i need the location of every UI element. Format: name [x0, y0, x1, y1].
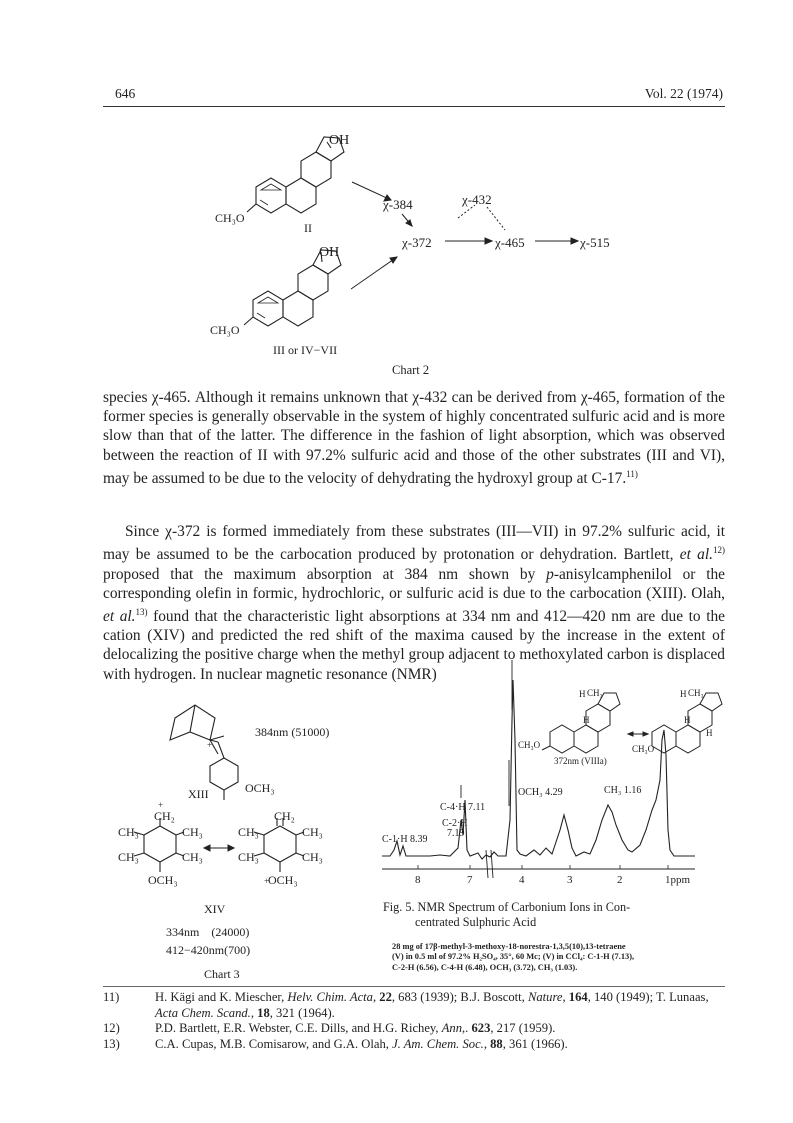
species-465: χ-465: [495, 235, 525, 250]
xiv-right-ch3-c: CH₃: [238, 850, 259, 864]
xiii-och3: OCH₃: [245, 781, 275, 795]
inset-right-ch3: CH₃: [688, 688, 704, 698]
compound-III-label: III or IV−VII: [273, 343, 338, 357]
inset-left-h2: H: [583, 715, 590, 725]
xiv-right-ch2: CH₂: [274, 809, 295, 823]
inset-right-h2: H: [684, 715, 691, 725]
nmr-trace: [382, 680, 695, 859]
inset-right-h: H: [680, 689, 687, 699]
species-384: χ-384: [383, 197, 413, 212]
xiv-absorption-2: 412−420nm(700): [166, 943, 251, 957]
para2-ref-13: 13): [135, 606, 148, 617]
species-372: χ-372: [402, 235, 432, 250]
chart-3-scheme: [100, 680, 380, 980]
para2-etal-2: et al.: [103, 608, 136, 626]
tick-8: 8: [415, 874, 421, 886]
peak-c1h: C-1·H 8.39: [382, 834, 428, 845]
footnote-12: 12) P.D. Bartlett, E.R. Webster, C.E. Dills, and H.G. Richey, Ann,. 623, 217 (1959).: [103, 1021, 556, 1036]
inset-right-h3: H: [706, 728, 713, 738]
species-432: χ-432: [462, 192, 492, 207]
para1-text: species χ-465. Although it remains unknown that χ-432 can be derived from χ-465, formation of the former species is generally observable in the system of highly concentrated sulfuric acid and is more slow than that of the latter. The difference in the fashion of light absorption, which was observed between the reaction of II with 97.2% sulfuric acid and those of the other substrates (III and VI), may be assumed to be due to the velocity of dehydrating the hydroxyl group at C-17.: [103, 389, 725, 487]
compound-II-ch3o: CH₃O: [215, 211, 245, 225]
para2-text-c: -anisylcamphenilol or the corresponding olefin in formic, hydrochloric, or sulfuric acid is due to the carbocation (XIII). Olah,: [103, 565, 726, 602]
peak-c2h-a: C-2·H: [442, 818, 468, 829]
nmr-inset-structure-left: [542, 693, 620, 753]
journal-volume: Vol. 22 (1974): [644, 86, 723, 101]
page-number: 646: [115, 86, 136, 101]
xiv-left-ch3-c: CH₃: [118, 850, 139, 864]
xiv-left-ch3-a: CH₃: [118, 825, 139, 839]
inset-label: 372nm (VIIIa): [554, 756, 607, 766]
xiv-absorption-1: 334nm (24000): [166, 925, 250, 939]
para2-p: p: [546, 565, 554, 583]
xiv-right-structure: [254, 818, 304, 872]
para2-etal-1: et al.: [679, 546, 713, 564]
footnote-13: 13) C.A. Cupas, M.B. Comisarow, and G.A. Olah, J. Am. Chem. Soc., 88, 361 (1966).: [103, 1036, 568, 1051]
para2-ref-12: 12): [713, 545, 725, 556]
fig5-detail: [392, 942, 722, 973]
para2-text-d: found that the characteristic light absorptions at 334 nm and 412—420 nm are due to the cation (XIV) and predicted the red shift of the maxima caused by the increase in the extent of delocalizing the positive charge when the methyl group adjacent to methoxylated carbon is displaced with hydrogen. In nuclear magnetic resonance (NMR): [103, 608, 725, 683]
xiii-label: XIII: [188, 787, 209, 801]
nmr-spectrum: [370, 660, 735, 895]
fig5-detail-line1: 28 mg of 17β-methyl-3-methoxy-18-norestra-1,3,5(10),13-tetraene: [392, 942, 626, 951]
xiv-left-ch3-b: CH₃: [182, 825, 203, 839]
peak-c4h: C-4·H 7.11: [440, 802, 486, 813]
chart-3-caption: Chart 3: [204, 967, 240, 980]
xiii-plus: +: [207, 740, 213, 750]
compound-III-ch3o: CH₃O: [210, 323, 240, 337]
xiv-left-ch2: CH₂: [154, 809, 175, 823]
inset-right-ch3o: CH₃O: [632, 744, 655, 754]
tick-7: 7: [467, 874, 473, 886]
xiv-right-ch3-b: CH₃: [302, 825, 323, 839]
tick-1ppm: 1ppm: [665, 874, 691, 886]
peak-c2h-b: 7.19: [447, 828, 465, 839]
footnotes: [103, 990, 725, 1052]
compound-II-structure: [247, 137, 344, 213]
body-paragraph-1: [103, 388, 725, 488]
fig5-caption-line2: centrated Sulphuric Acid: [415, 915, 537, 929]
fig5-detail-line2: (V) in 0.5 ml of 97.2% H₂SO₄, 35°, 60 Mc; (V) in CCl₄: C-1-H (7.13),: [392, 952, 635, 962]
xiii-structure: [170, 705, 238, 800]
compound-II-oh: OH: [329, 133, 350, 148]
xiv-right-ch3-d: CH₃: [302, 850, 323, 864]
xiv-right-ch3-a: CH₃: [238, 825, 259, 839]
para2-text-a: Since χ-372 is formed immediately from these substrates (III—VII) in 97.2% sulfuric acid, it may be assumed to be the carbocation produced by protonation or dehydration. Bartlett,: [103, 523, 725, 564]
xiii-absorption: 384nm (51000): [255, 725, 330, 739]
fig5-detail-line3: C-2-H (6.56), C-4-H (6.48), OCH₃ (3.72), CH₃ (1.03).: [392, 962, 578, 972]
tick-2: 2: [617, 874, 623, 886]
peak-och3: OCH₃ 4.29: [518, 787, 563, 798]
compound-III-structure: [244, 250, 341, 326]
compound-III-oh: OH: [319, 245, 340, 260]
xiv-label: XIV: [204, 902, 226, 916]
tick-4: 4: [519, 874, 525, 886]
footnote-11: 11) H. Kägi and K. Miescher, Helv. Chim. Acta, 22, 683 (1939); B.J. Boscott, Nature, 164, 140 (1949); T. Lunaas, Acta Chem. Scand., 18, 321 (1964).: [103, 990, 709, 1020]
svg-text:+: +: [158, 800, 164, 810]
chart-2-scheme: [0, 120, 793, 380]
svg-text:+: +: [264, 876, 270, 886]
species-515: χ-515: [580, 235, 610, 250]
compound-II-label: II: [304, 221, 312, 235]
inset-left-h: H: [579, 689, 586, 699]
footnote-rule: [103, 986, 725, 987]
xiv-left-structure: [134, 818, 184, 872]
xiv-left-ch3-d: CH₃: [182, 850, 203, 864]
inset-left-ch3: CH₃: [587, 688, 603, 698]
xiv-left-och3: OCH₃: [148, 873, 178, 887]
fig5-caption: [383, 900, 728, 930]
tick-3: 3: [567, 874, 573, 886]
header-rule: [103, 106, 725, 107]
peak-ch3: CH₃ 1.16: [604, 785, 642, 796]
xiv-right-och3: OCH₃: [268, 873, 298, 887]
chart-2-caption: Chart 2: [392, 363, 430, 377]
fig5-caption-line1: Fig. 5. NMR Spectrum of Carbonium Ions in Con-: [383, 900, 631, 914]
inset-left-ch3o: CH₃O: [518, 740, 541, 750]
para1-ref: 11): [626, 468, 638, 479]
para2-text-b: proposed that the maximum absorption at 384 nm shown by: [103, 565, 547, 583]
